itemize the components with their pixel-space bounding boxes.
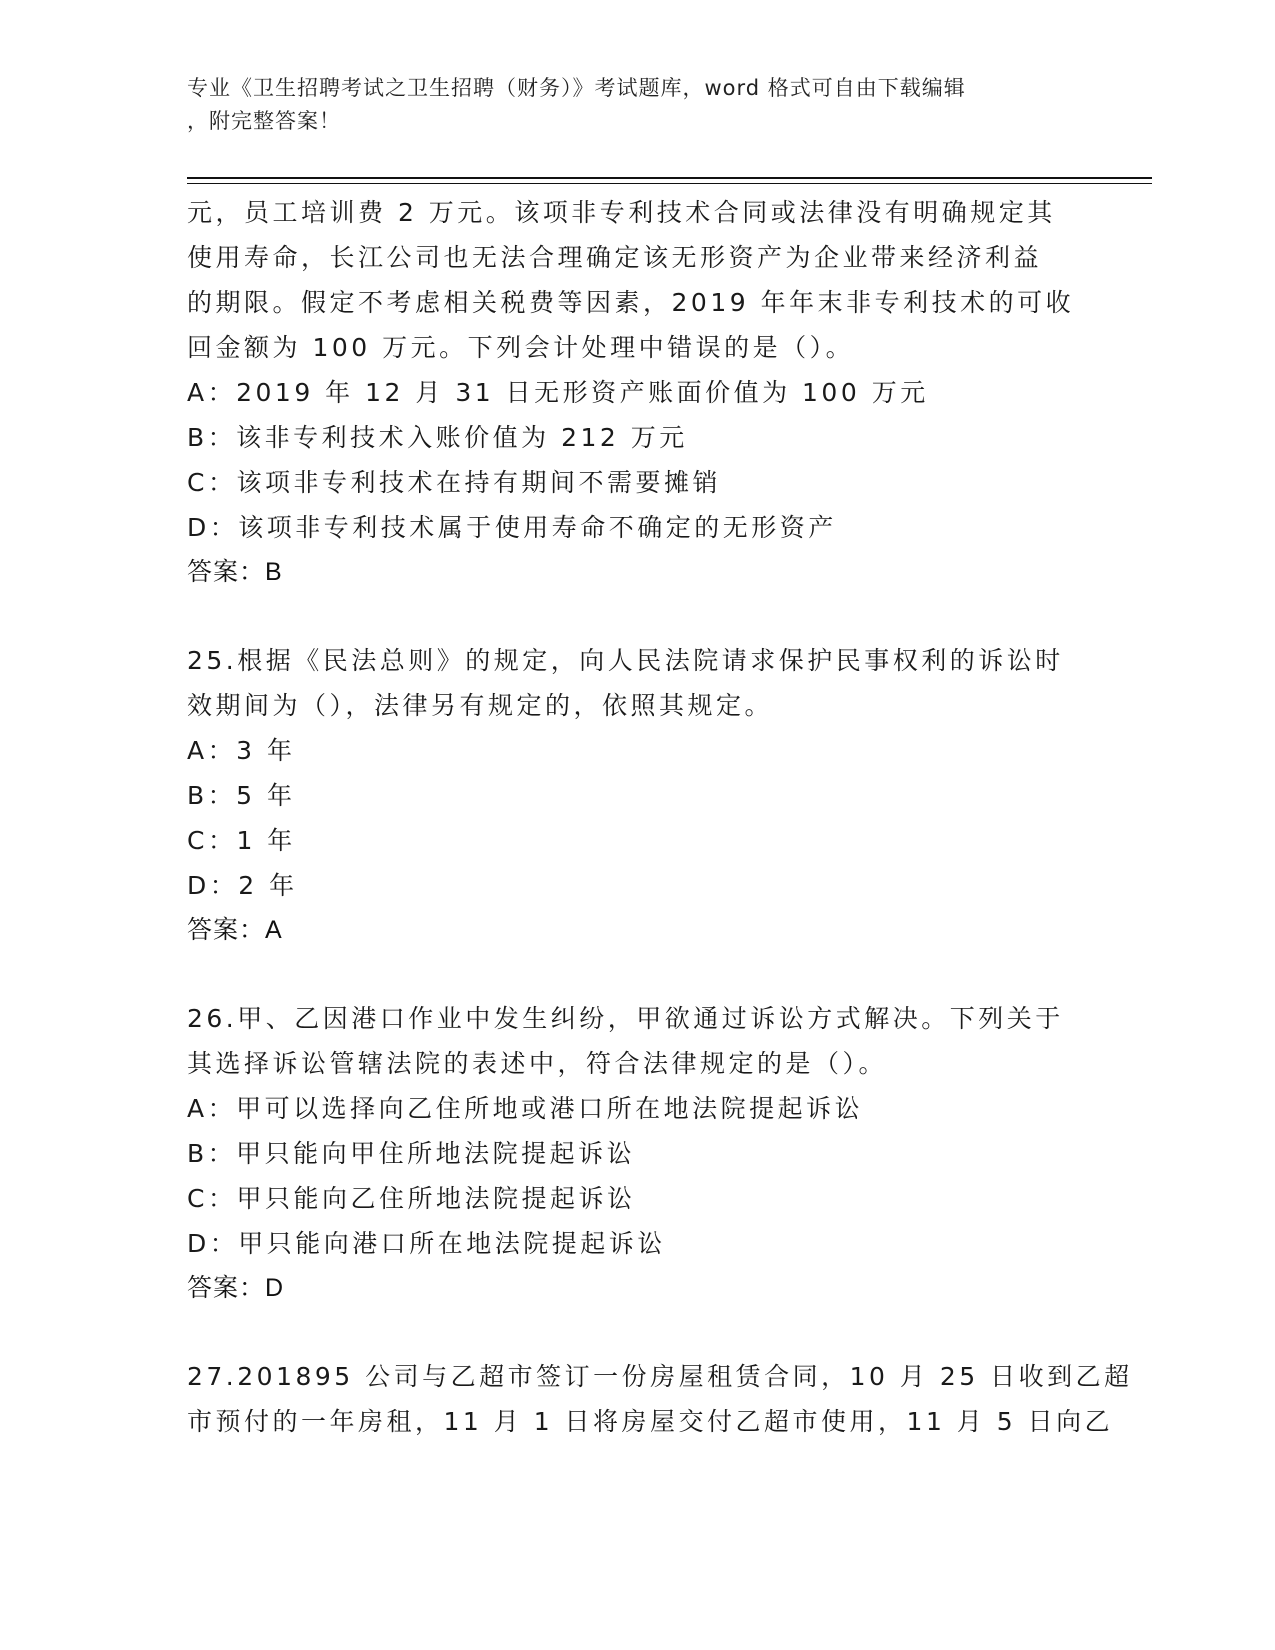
question-26 bbox=[187, 996, 1087, 1311]
option-c: C：1 年 bbox=[187, 826, 296, 855]
spacer bbox=[187, 1311, 1087, 1354]
option-a: A：2019 年 12 月 31 日无形资产账面价值为 100 万元 bbox=[187, 378, 929, 407]
answer-line: 答案：A bbox=[187, 916, 283, 944]
option-c: C：该项非专利技术在持有期间不需要摊销 bbox=[187, 468, 721, 497]
document-body bbox=[187, 190, 1133, 1444]
option-a: A：甲可以选择向乙住所地或港口所在地法院提起诉讼 bbox=[187, 1094, 864, 1123]
page-header bbox=[187, 72, 1067, 138]
option-d: D：甲只能向港口所在地法院提起诉讼 bbox=[187, 1229, 666, 1258]
header-line-1: 专业《卫生招聘考试之卫生招聘（财务）》考试题库，word 格式可自由下载编辑 bbox=[187, 76, 966, 100]
option-b: B：该非专利技术入账价值为 212 万元 bbox=[187, 423, 688, 452]
question-27 bbox=[187, 1354, 1133, 1444]
question-text-line: 使用寿命，长江公司也无法合理确定该无形资产为企业带来经济利益 bbox=[187, 243, 1043, 272]
question-text-line: 27.201895 公司与乙超市签订一份房屋租赁合同，10 月 25 日收到乙超 bbox=[187, 1362, 1133, 1391]
answer-line: 答案：B bbox=[187, 558, 283, 586]
question-24 bbox=[187, 190, 1087, 595]
header-line-2: ，附完整答案！ bbox=[187, 109, 341, 133]
question-text-line: 的期限。假定不考虑相关税费等因素，2019 年年末非专利技术的可收 bbox=[187, 288, 1075, 317]
header-divider-thin bbox=[187, 183, 1152, 184]
option-c: C：甲只能向乙住所地法院提起诉讼 bbox=[187, 1184, 636, 1213]
question-25 bbox=[187, 638, 1087, 953]
spacer bbox=[187, 595, 1087, 638]
option-b: B：5 年 bbox=[187, 781, 296, 810]
question-text-line: 元，员工培训费 2 万元。该项非专利技术合同或法律没有明确规定其 bbox=[187, 198, 1056, 227]
question-text-line: 其选择诉讼管辖法院的表述中，符合法律规定的是（）。 bbox=[187, 1049, 888, 1078]
option-d: D：2 年 bbox=[187, 871, 298, 900]
option-b: B：甲只能向甲住所地法院提起诉讼 bbox=[187, 1139, 636, 1168]
question-text-line: 26.甲、乙因港口作业中发生纠纷，甲欲通过诉讼方式解决。下列关于 bbox=[187, 1004, 1064, 1033]
question-text-line: 回金额为 100 万元。下列会计处理中错误的是（）。 bbox=[187, 333, 855, 362]
question-text-line: 市预付的一年房租，11 月 1 日将房屋交付乙超市使用，11 月 5 日向乙 bbox=[187, 1407, 1114, 1436]
option-a: A：3 年 bbox=[187, 736, 296, 765]
question-text-line: 效期间为（），法律另有规定的，依照其规定。 bbox=[187, 691, 774, 720]
spacer bbox=[187, 953, 1087, 996]
option-d: D：该项非专利技术属于使用寿命不确定的无形资产 bbox=[187, 513, 837, 542]
answer-line: 答案：D bbox=[187, 1274, 285, 1302]
header-divider-thick bbox=[187, 177, 1152, 179]
question-text-line: 25.根据《民法总则》的规定，向人民法院请求保护民事权利的诉讼时 bbox=[187, 646, 1064, 675]
